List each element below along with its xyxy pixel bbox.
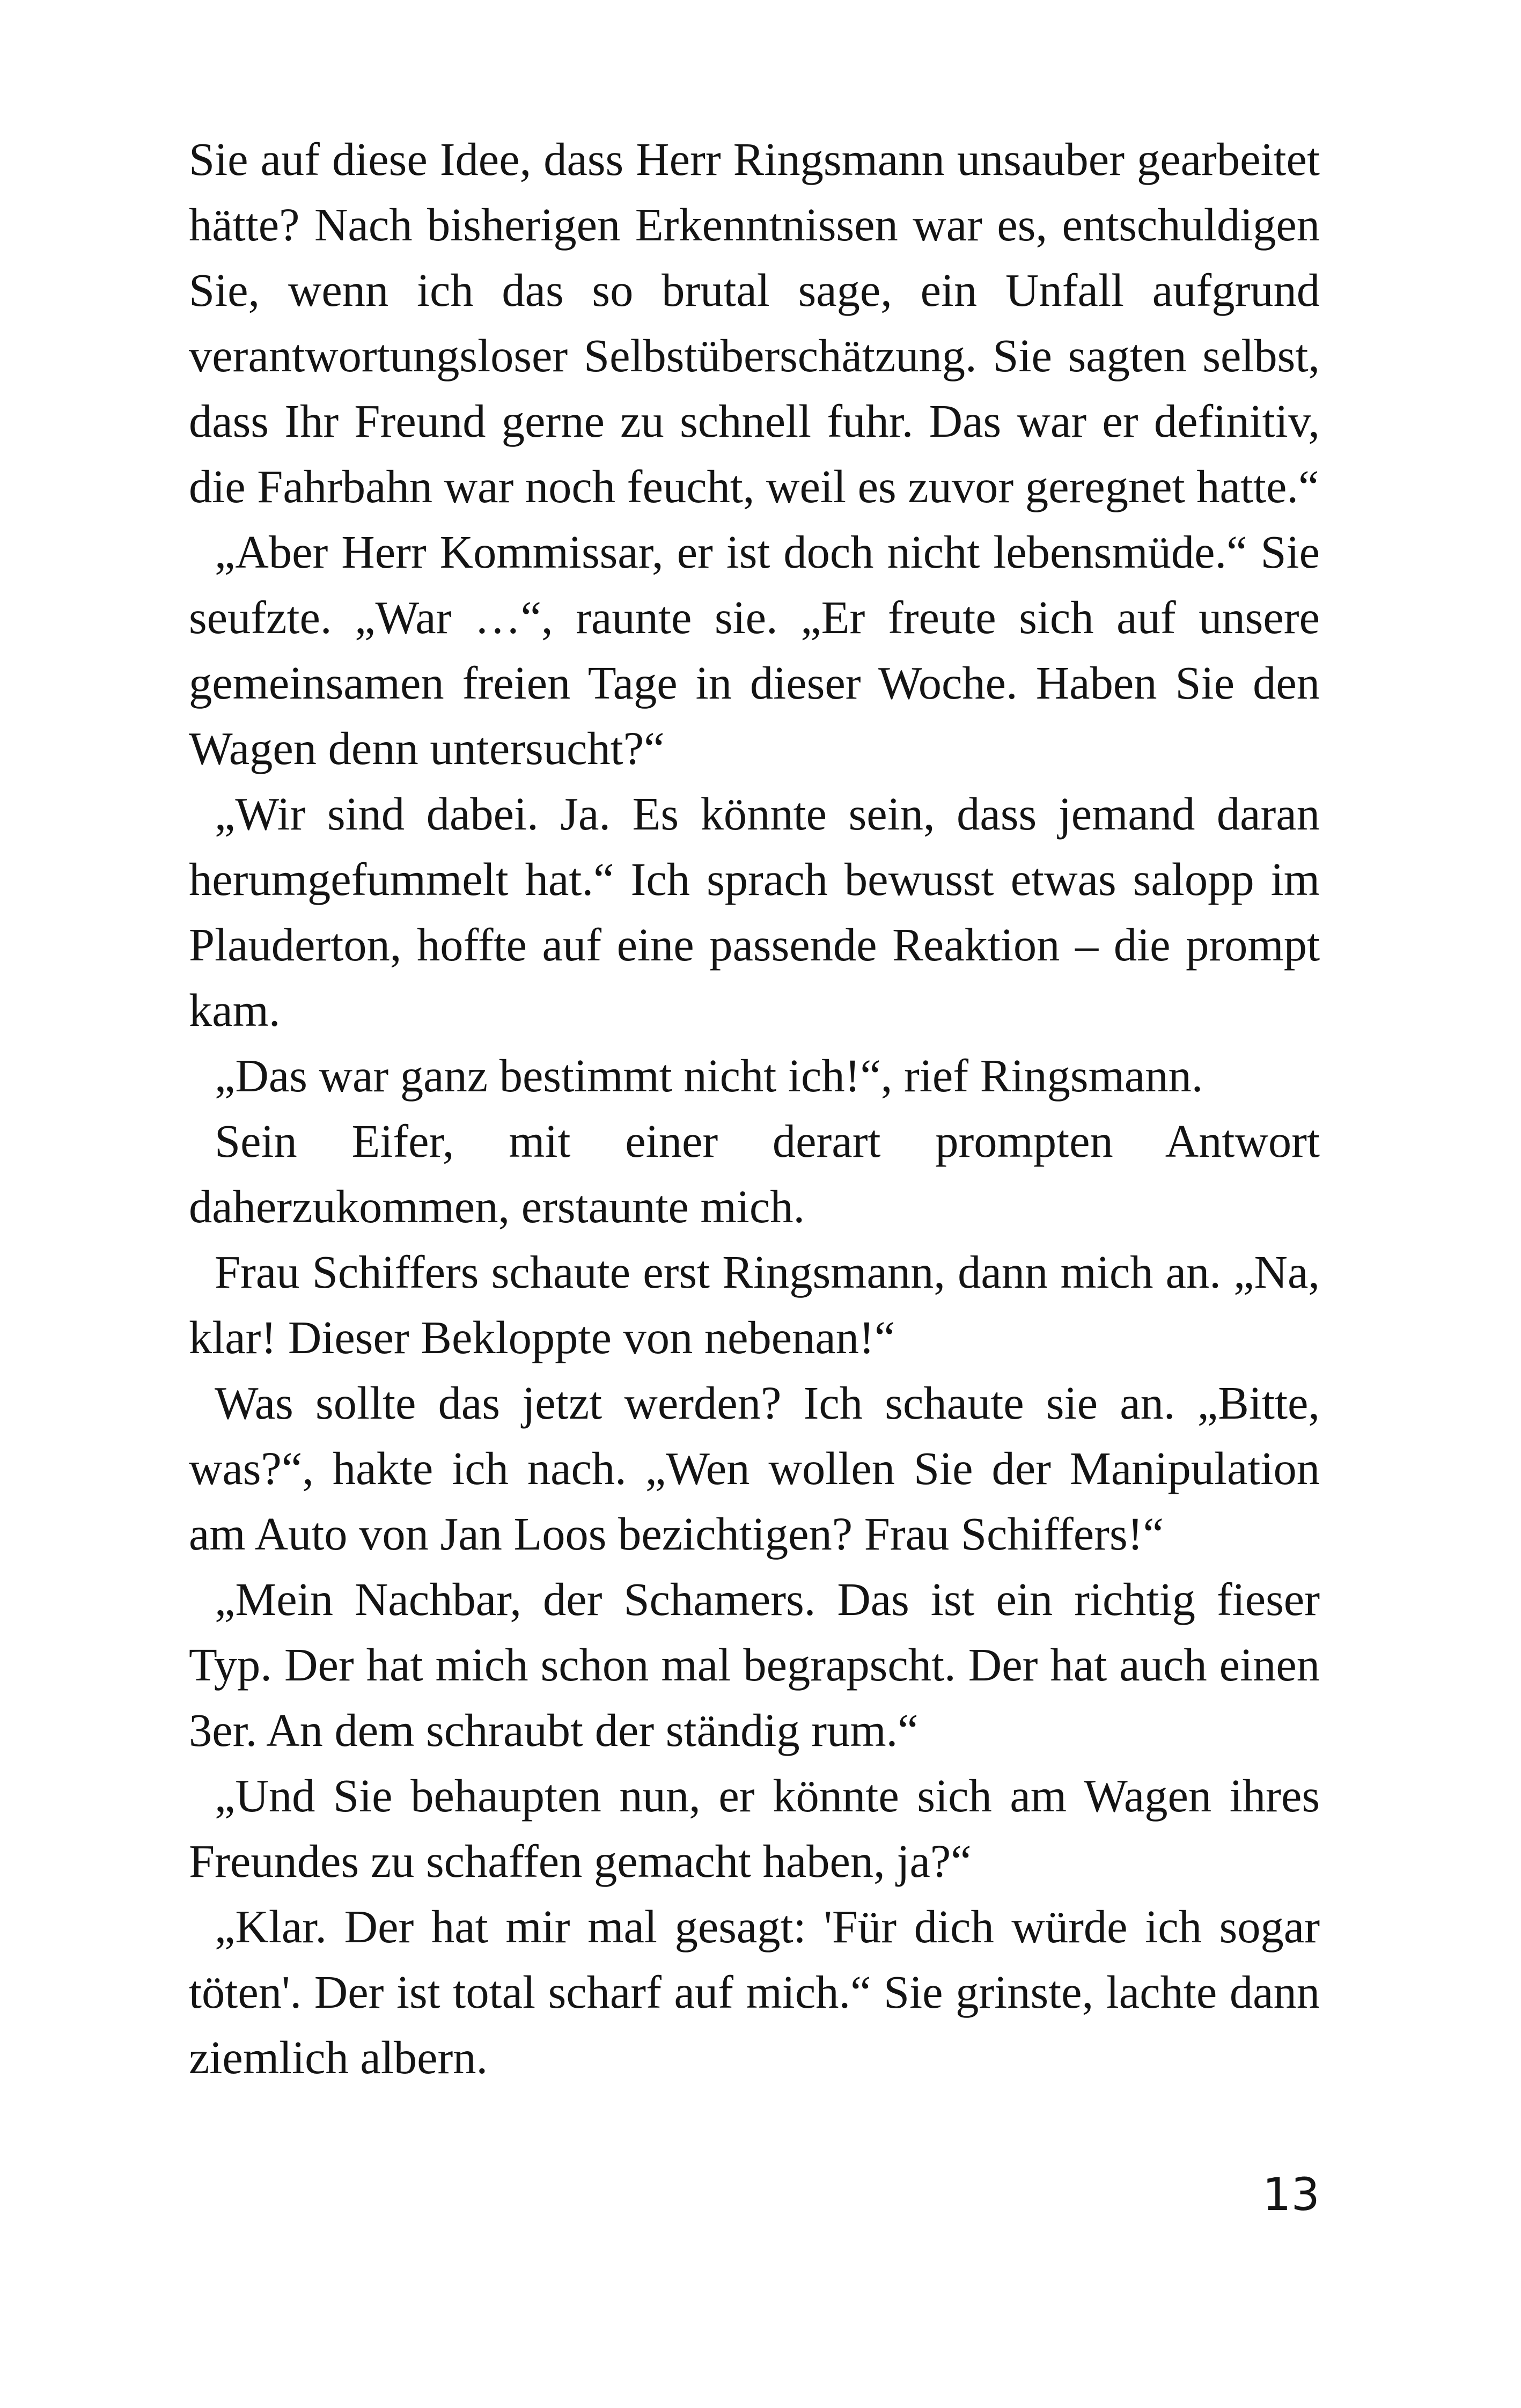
paragraph-8: „Mein Nachbar, der Schamers. Das ist ein richtig fieser Typ. Der hat mich schon mal begrapscht. Der hat auch einen 3er. An dem schraubt der ständig rum.“ xyxy=(189,1574,1320,1756)
paragraph-1: Sie auf diese Idee, dass Herr Ringsmann unsauber gearbeitet hätte? Nach bisherigen Erkenntnissen war es, entschuldigen Sie, wenn ich das so brutal sage, ein Unfall aufgrund verantwortungsloser Selbstüberschätzung. Sie sagten selbst, dass Ihr Freund gerne zu schnell fuhr. Das war er definitiv, die Fahrbahn war noch feucht, weil es zuvor geregnet hatte.“ xyxy=(189,134,1320,512)
paragraph-10: „Klar. Der hat mir mal gesagt: 'Für dich würde ich sogar töten'. Der ist total scharf auf mich.“ Sie grinste, lachte dann ziemlich albern. xyxy=(189,1901,1320,2083)
paragraph-3: „Wir sind dabei. Ja. Es könnte sein, dass jemand daran herumgefummelt hat.“ Ich sprach bewusst etwas salopp im Plauderton, hoffte auf eine passende Reaktion – die prompt kam. xyxy=(189,788,1320,1036)
paragraph-6: Frau Schiffers schaute erst Ringsmann, dann mich an. „Na, klar! Dieser Bekloppte von nebenan!“ xyxy=(189,1246,1320,1363)
paragraph-9: „Und Sie behaupten nun, er könnte sich am Wagen ihres Freundes zu schaffen gemacht haben, ja?“ xyxy=(189,1770,1320,1887)
paragraph-2: „Aber Herr Kommissar, er ist doch nicht lebensmüde.“ Sie seufzte. „War …“, raunte sie. „Er freute sich auf unsere gemeinsamen freien Tage in dieser Woche. Haben Sie den Wagen denn untersucht?“ xyxy=(189,526,1320,774)
paragraph-5: Sein Eifer, mit einer derart prompten Antwort daherzukommen, erstaunte mich. xyxy=(189,1115,1320,1232)
paragraph-7: Was sollte das jetzt werden? Ich schaute sie an. „Bitte, was?“, hakte ich nach. „Wen wollen Sie der Manipulation am Auto von Jan Loos bezichtigen? Frau Schiffers!“ xyxy=(189,1377,1320,1560)
body-text xyxy=(189,127,1320,2090)
page-number: 13 xyxy=(1262,2168,1320,2221)
paragraph-4: „Das war ganz bestimmt nicht ich!“, rief Ringsmann. xyxy=(215,1050,1203,1102)
